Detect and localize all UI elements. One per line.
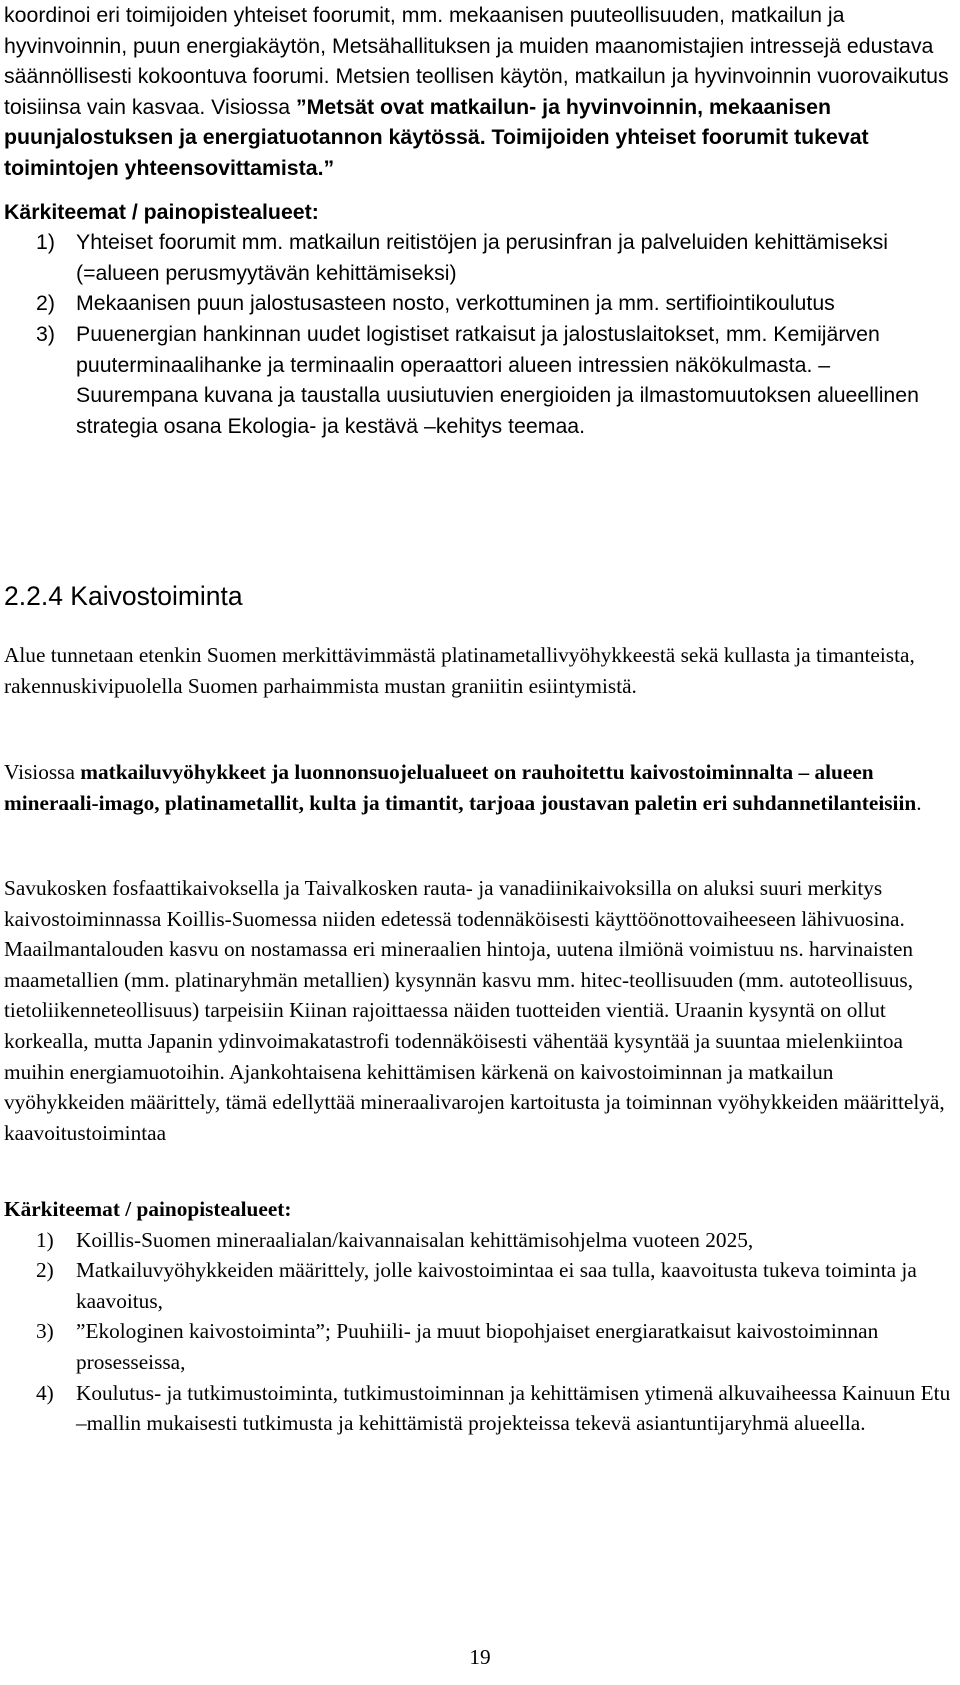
list-item-number: 4) — [36, 1380, 54, 1405]
list-item — [4, 288, 952, 319]
vision-prefix: Visiossa — [211, 94, 297, 119]
mining-outlook-paragraph — [4, 873, 952, 1148]
intro-text: koordinoi eri toimijoiden yhteiset foorumit, mm. mekaanisen puuteollisuuden, matkailun ja hyvinvoinnin, puun energiakäytön, Metsähallituksen ja muiden maanomistajien intressejä edustava säännöllisesti kokoontuva foorumi. Metsien teollisen käytön, matkailun ja hyvinvoinnin vuorovaikutus toisiinsa vain kasvaa. — [4, 3, 949, 119]
list-item-number: 2) — [36, 291, 55, 316]
list-item-number: 3) — [36, 321, 55, 346]
vision-suffix: . — [916, 790, 922, 815]
paragraph-text: Savukosken fosfaattikaivoksella ja Taivalkosken rauta- ja vanadiinikaivoksilla on aluksi suuri merkitys kaivostoiminnassa Koillis-Suomessa niiden edetessä todennäköisesti käyttöönottovaiheeseen lähivuosina. Maailmantalouden kasvu on nostamassa eri mineraalien hintoja, uutena ilmiönä voimistuu ns. harvinaisten maametallien (mm. platinaryhmän metallien) kysynnän kasvu mm. hitec-teollisuuden (mm. autoteollisuus, tietoliikenneteollisuus) tarpeisiin Kiinan rajoittaessa näiden tuotteiden vientiä. Uraanin kysyntä on ollut korkealla, mutta Japanin ydinvoimakatastrofi todennäköisesti vähentää kysyntää ja suuntaa mielenkiintoa muihin energiamuotoihin. Ajankohtaisena kehittämisen kärkenä on kaivostoiminnan ja matkailun vyöhykkeiden määrittely, tämä edellyttää mineraalivarojen kartoitusta ja toiminnan vyöhykkeiden määrittelyä, kaavoitustoimintaa — [4, 876, 945, 1145]
intro-paragraph — [4, 0, 952, 184]
paragraph-text — [4, 757, 952, 818]
mining-intro-paragraph — [4, 640, 952, 701]
list-item — [4, 1316, 952, 1377]
vision-prefix: Visiossa — [4, 760, 81, 784]
list-item — [4, 227, 952, 288]
list-item-number: 3) — [36, 1319, 54, 1344]
focus-heading-mining: Kärkiteemat / painopistealueet: — [4, 1197, 292, 1221]
paragraph-text: Alue tunnetaan etenkin Suomen merkittävimmästä platinametallivyöhykkeestä sekä kullasta ja timanteista, rakennuskivipuolella Suomen parhaimmista mustan graniitin esiintymistä. — [4, 643, 915, 698]
list-item — [4, 1255, 952, 1316]
section-title: 2.2.4 Kaivostoiminta — [4, 581, 243, 611]
vision-statement: matkailuvyöhykkeet ja luonnonsuojelualueet on rauhoitettu kaivostoiminnalta – alueen mineraali-imago, platinametallit, kulta ja timantit, tarjoaa joustavan paletin eri suhdannetilanteisiin — [4, 760, 917, 815]
forest-section — [4, 0, 952, 441]
list-item-text: Puuenergian hankinnan uudet logistiset ratkaisut ja jalostuslaitokset, mm. Kemijärven puuterminaalihanke ja terminaalin operaattori alueen intressien näkökulmasta. – Suurempana kuvana ja taustalla uusiutuvien energioiden ja ilmastomuutoksen alueellinen strategia osana Ekologia- ja kestävä –kehitys teemaa. — [76, 321, 919, 438]
page-number: 19 — [469, 1645, 491, 1669]
list-item — [4, 319, 952, 441]
list-item-text: Yhteiset foorumit mm. matkailun reitistöjen ja perusinfran ja palveluiden kehittämiseksi (=alueen perusmyytävän kehittämiseksi) — [76, 230, 889, 285]
list-item — [4, 1225, 952, 1256]
mining-focus-section — [4, 1194, 952, 1439]
list-item-text: Koillis-Suomen mineraalialan/kaivannaisalan kehittämisohjelma vuoteen 2025, — [76, 1227, 754, 1252]
list-item — [4, 1378, 952, 1439]
list-item-text: ”Ekologinen kaivostoiminta”; Puuhiili- ja muut biopohjaiset energiaratkaisut kaivostoiminnan prosesseissa, — [76, 1319, 879, 1374]
list-item-text: Koulutus- ja tutkimustoiminta, tutkimustoiminnan ja kehittämisen ytimenä alkuvaiheessa Kainuun Etu –mallin mukaisesti tutkimusta ja kehittämistä projekteissa tekevä asiantuntijaryhmä alueella. — [76, 1380, 951, 1436]
list-item-text: Matkailuvyöhykkeiden määrittely, jolle kaivostoimintaa ei saa tulla, kaavoitusta tukeva toiminta ja kaavoitus, — [76, 1258, 917, 1313]
focus-heading-forest: Kärkiteemat / painopistealueet: — [4, 199, 319, 224]
focus-list-mining — [4, 1225, 952, 1439]
list-item-text: Mekaanisen puun jalostusasteen nosto, verkottuminen ja mm. sertifiointikoulutus — [76, 291, 835, 316]
list-item-number: 2) — [36, 1258, 54, 1283]
list-item-number: 1) — [36, 230, 55, 255]
focus-list-forest — [4, 227, 952, 441]
mining-vision-paragraph — [4, 757, 952, 818]
list-item-number: 1) — [36, 1227, 54, 1252]
vision-statement: ”Metsät ovat matkailun- ja hyvinvoinnin, mekaanisen puunjalostuksen ja energiatuotannon käytössä. Toimijoiden yhteiset foorumit tukevat toimintojen yhteensovittamista.” — [4, 94, 869, 180]
